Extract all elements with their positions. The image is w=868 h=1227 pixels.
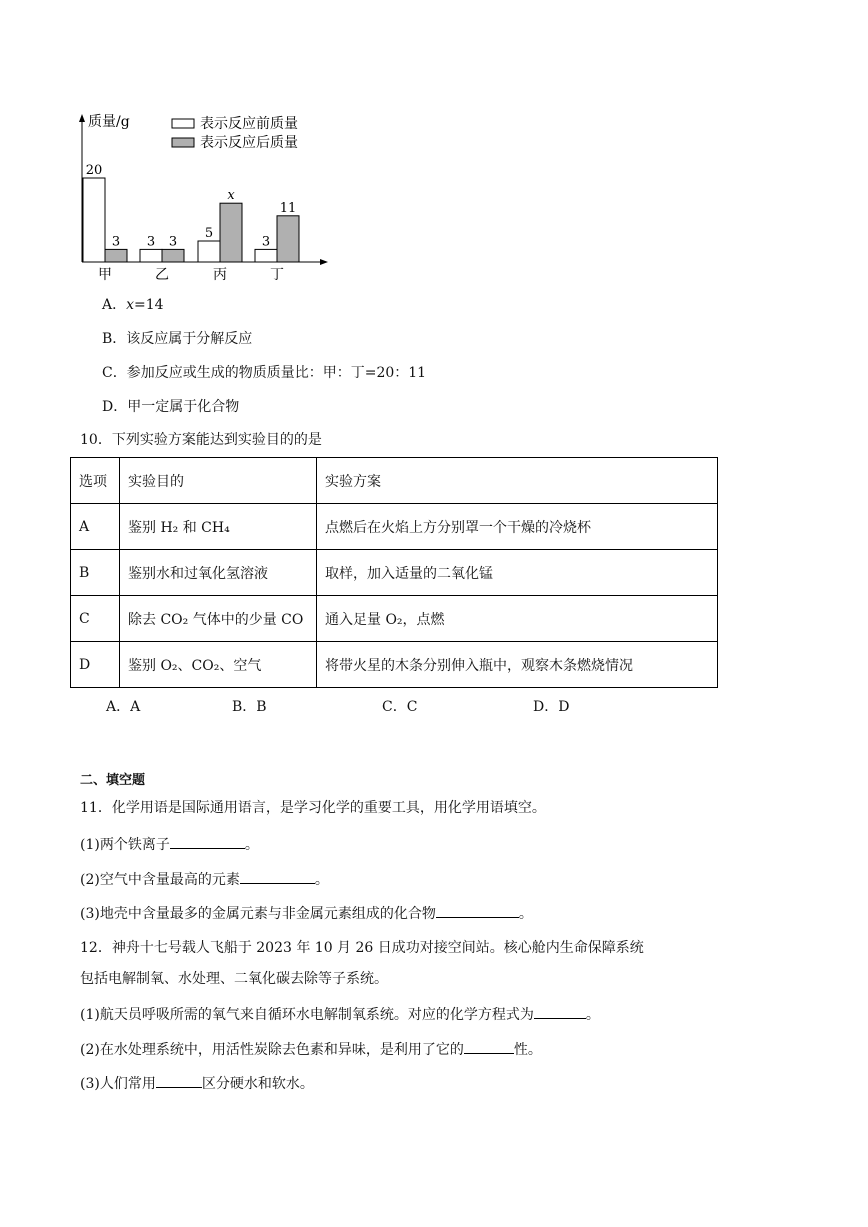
bar (105, 249, 127, 262)
table-header-row (71, 458, 718, 504)
header-option: 选项 (71, 458, 120, 504)
q12-part1: (1)航天员呼吸所需的氧气来自循环水电解制氧系统。对应的化学方程式为 。 (80, 1004, 600, 1025)
legend-label: 表示反应后质量 (200, 135, 298, 151)
q11-part2: (2)空气中含量最高的元素 。 (80, 869, 329, 890)
data-label: 20 (85, 163, 103, 178)
q12-stem-line2: 包括电解制氧、水处理、二氧化碳去除等子系统。 (80, 971, 388, 987)
row-option: B (71, 550, 120, 596)
row-aim: 鉴别 O₂、CO₂、空气 (120, 642, 317, 688)
y-axis-label: 质量/g (88, 114, 130, 130)
data-label: 11 (279, 200, 297, 216)
row-option: A (71, 504, 120, 550)
q9-option-a: A．x=14 (102, 297, 164, 313)
row-option: D (71, 642, 120, 688)
answer-blank[interactable] (156, 1073, 202, 1088)
row-option: C (71, 596, 120, 642)
bar (162, 249, 184, 262)
q10-choice-b: B．B (232, 699, 267, 715)
header-aim: 实验目的 (120, 458, 317, 504)
section-heading: 二、填空题 (80, 773, 146, 788)
data-label: 3 (146, 234, 156, 250)
q10-stem: 10．下列实验方案能达到实验目的的是 (80, 432, 322, 448)
q9-option-c: C．参加反应或生成的物质质量比：甲：丁=20：11 (102, 365, 427, 381)
row-plan: 通入足量 O₂，点燃 (317, 596, 718, 642)
q11-stem: 11．化学用语是国际通用语言，是学习化学的重要工具，用化学用语填空。 (80, 800, 546, 816)
answer-blank[interactable] (436, 903, 519, 918)
bar (140, 249, 162, 262)
row-plan: 点燃后在火焰上方分别罩一个干燥的冷烧杯 (317, 504, 718, 550)
q11-part1: (1)两个铁离子 。 (80, 834, 259, 855)
legend-swatch (172, 138, 194, 147)
legend-label: 表示反应前质量 (200, 116, 298, 132)
q10-choice-d: D．D (533, 699, 570, 715)
table-row (71, 504, 718, 550)
category-label: 乙 (155, 267, 169, 283)
category-label: 甲 (98, 267, 112, 283)
row-plan: 将带火星的木条分别伸入瓶中，观察木条燃烧情况 (317, 642, 718, 688)
data-label: x (227, 188, 235, 204)
q9-option-b: B．该反应属于分解反应 (102, 331, 253, 347)
bar (198, 241, 220, 262)
category-label: 丙 (213, 267, 227, 283)
q12-part2: (2)在水处理系统中，用活性炭除去色素和异味，是利用了它的 性。 (80, 1039, 542, 1060)
category-label: 丁 (270, 267, 284, 283)
bar (220, 203, 242, 262)
data-label: 3 (261, 234, 271, 250)
table-row (71, 596, 718, 642)
row-aim: 除去 CO₂ 气体中的少量 CO (120, 596, 317, 642)
data-label: 5 (204, 226, 214, 241)
table-row (71, 550, 718, 596)
legend-swatch (172, 119, 194, 128)
q12-part3: (3)人们常用 区分硬水和软水。 (80, 1073, 314, 1094)
row-plan: 取样，加入适量的二氧化锰 (317, 550, 718, 596)
experiment-table (70, 457, 718, 688)
y-axis-arrow (79, 114, 85, 122)
bar (83, 178, 105, 262)
x-axis-arrow (320, 259, 328, 265)
row-aim: 鉴别 H₂ 和 CH₄ (120, 504, 317, 550)
data-label: 3 (168, 234, 178, 250)
q10-choice-a: A．A (106, 699, 141, 715)
answer-blank[interactable] (534, 1004, 586, 1019)
mass-bar-chart (70, 104, 340, 284)
header-plan: 实验方案 (317, 458, 718, 504)
data-label: 3 (111, 234, 121, 250)
answer-blank[interactable] (240, 869, 315, 884)
q10-choice-c: C．C (382, 699, 418, 715)
bar (255, 249, 277, 262)
bar (277, 216, 299, 262)
q12-stem-line1: 12．神舟十七号载人飞船于 2023 年 10 月 26 日成功对接空间站。核心舱内生命保障系统 (80, 940, 644, 956)
row-aim: 鉴别水和过氧化氢溶液 (120, 550, 317, 596)
answer-blank[interactable] (170, 834, 245, 849)
answer-blank[interactable] (464, 1039, 514, 1054)
q9-option-d: D．甲一定属于化合物 (102, 399, 240, 415)
table-row (71, 642, 718, 688)
q11-part3: (3)地壳中含量最多的金属元素与非金属元素组成的化合物 。 (80, 903, 533, 924)
